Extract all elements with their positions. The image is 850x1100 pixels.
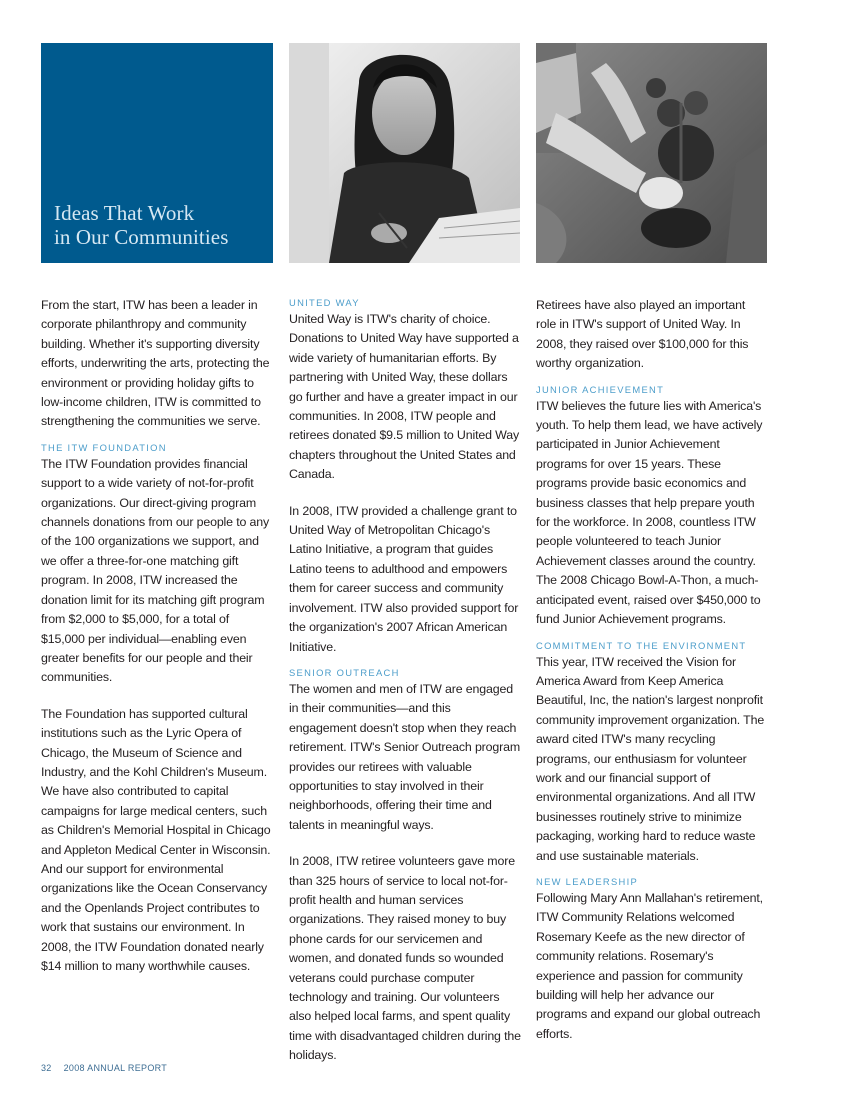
retirees-paragraph: Retirees have also played an important role in ITW's support of United Way. In 2008, they raised over $100,000 for this worthy organization. bbox=[536, 298, 749, 371]
senior-outreach-paragraph-1: The women and men of ITW are engaged in their communities—and this engagement doesn't stop when they reach retirement. ITW's Senior Outreach program provides our retirees with valuable opportunities to stay involved in their neighborhoods, offering their time and talents in meaningful ways. bbox=[289, 681, 521, 832]
column-3 bbox=[536, 296, 768, 1044]
page-title-line-2: in Our Communities bbox=[54, 225, 229, 249]
student-photo bbox=[289, 43, 520, 263]
intro-paragraph: From the start, ITW has been a leader in corporate philanthropy and community building. Whether it's supporting diversity efforts, underwriting the arts, protecting the environment or providing holiday gifts to low-income children, ITW is committed to strengthening the communities we serve. bbox=[41, 298, 270, 429]
column-2 bbox=[289, 296, 521, 1066]
section-heading-environment: COMMITMENT TO THE ENVIRONMENT bbox=[536, 639, 747, 651]
section-heading-united-way: UNITED WAY bbox=[289, 297, 360, 308]
senior-outreach-paragraph-2: In 2008, ITW retiree volunteers gave more than 325 hours of service to local not-for-profit health and human services organizations. They raised money to buy phone cards for our servicemen and women, and donated funds so wounded veterans could purchase computer technology and training. Our volunteers also helped local farms, and spent quality time with disadvantaged children during the holidays. bbox=[289, 854, 521, 1063]
united-way-paragraph-1: United Way is ITW's charity of choice. Donations to United Way have supported a wide variety of humanitarian efforts. By partnering with United Way, these dollars go further and have a greater impact in our communities. In 2008, ITW people and retirees donated $9.5 million to United Way chapters throughout the United States and Canada. bbox=[289, 312, 520, 482]
junior-achievement-paragraph: ITW believes the future lies with America's youth. To help them lead, we have actively participated in Junior Achievement programs for over 15 years. These programs provide basic economics and business classes that help prepare youth for the workforce. In 2008, countless ITW people volunteered to teach Junior Achievement classes around the country. The 2008 Chicago Bowl-A-Thon, a much-anticipated event, raised over $450,000 to fund Junior Achievement programs. bbox=[536, 398, 763, 627]
section-heading-junior-achievement: JUNIOR ACHIEVEMENT bbox=[536, 383, 665, 395]
page-title bbox=[54, 201, 228, 249]
new-leadership-paragraph: Following Mary Ann Mallahan's retirement, ITW Community Relations welcomed Rosemary Keefe as the new director of community relations. Rosemary's experience and passion for community building will help her advance our programs and expand our global outreach efforts. bbox=[536, 890, 763, 1041]
environment-paragraph: This year, ITW received the Vision for America Award from Keep America Beautiful, Inc, the nation's largest nonprofit community improvement organization. The award cited ITW's many recycling programs, our enthusiasm for volunteer work and our financial support of environmental organizations. And all ITW businesses routinely strive to minimize packaging, working hard to reduce waste and use sustainable materials. bbox=[536, 654, 765, 863]
united-way-paragraph-2: In 2008, ITW provided a challenge grant to United Way of Metropolitan Chicago's Latino Initiative, a program that guides Latino teens to adulthood and empowers them for career success and community involvement. ITW also provided support for the organization's 2007 African American Initiative. bbox=[289, 503, 519, 654]
page-footer bbox=[41, 1063, 179, 1073]
foundation-paragraph-2: The Foundation has supported cultural institutions such as the Lyric Opera of Chicago, the Museum of Science and Industry, and the Kohl Children's Museum. We have also contributed to capital campaigns for large medical centers, such as Children's Memorial Hospital in Chicago and Appleton Medical Center in Wisconsin. And our support for environmental organizations like the Ocean Conservancy and the Openlands Project contributes to work that sustains our environment. In 2008, the ITW Foundation donated nearly $14 million to many worthwhile causes. bbox=[41, 706, 271, 973]
report-label: 2008 ANNUAL REPORT bbox=[63, 1063, 168, 1073]
title-block bbox=[41, 43, 273, 263]
section-heading-senior-outreach: SENIOR OUTREACH bbox=[289, 666, 400, 678]
planting-photo bbox=[536, 43, 767, 263]
column-1 bbox=[41, 296, 273, 976]
page-number: 32 bbox=[41, 1063, 52, 1073]
foundation-paragraph-1: The ITW Foundation provides financial support to a wide variety of not-for-profit organizations. Our direct-giving program channels donations from our people to any of the 100 organizations we support, and we offer a three-for-one matching gift program. In 2008, ITW increased the donation limit for its matching gift program from $2,000 to $5,000, for a total of $15,000 per individual—enabling even greater benefits for our people and their communities. bbox=[41, 456, 270, 685]
page-title-line-1: Ideas That Work bbox=[54, 201, 195, 225]
section-heading-new-leadership: NEW LEADERSHIP bbox=[536, 875, 639, 887]
section-heading-itw-foundation: THE ITW FOUNDATION bbox=[41, 441, 167, 453]
